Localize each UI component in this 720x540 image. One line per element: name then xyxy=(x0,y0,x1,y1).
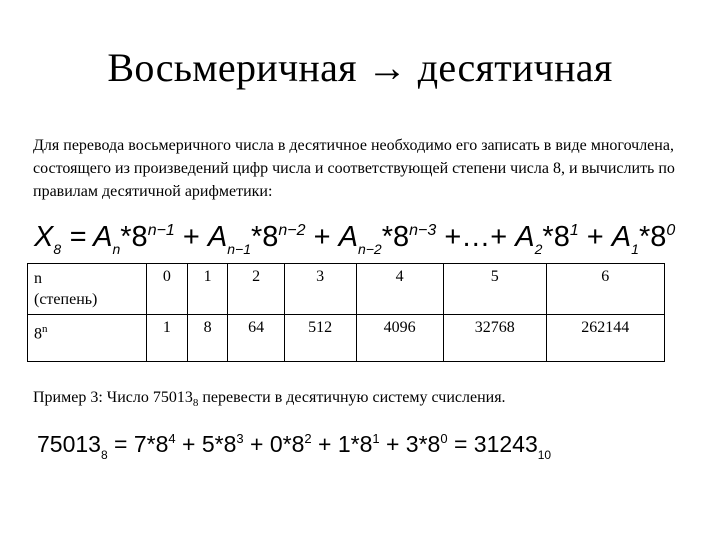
general-formula xyxy=(34,214,675,266)
slide-title: Восьмеричная → десятичная xyxy=(107,45,613,90)
formula-term-mul: *8 xyxy=(638,221,667,253)
example-text xyxy=(33,387,506,414)
formula-lhs-sub: 8 xyxy=(53,241,62,257)
exponent-cell: 4 xyxy=(356,264,443,315)
formula-term-mul: *8 xyxy=(381,221,410,253)
formula-term: A xyxy=(611,221,632,253)
calc-term: = 7*8 xyxy=(107,431,169,457)
calc-number-base: 8 xyxy=(100,448,108,462)
calc-term: + 0*8 xyxy=(243,431,305,457)
row-label-base: 8 xyxy=(34,325,42,343)
exponent-cell: 0 xyxy=(147,264,188,315)
formula-plus: + xyxy=(578,221,612,253)
formula-term-sub: n−1 xyxy=(227,241,251,257)
formula-term-sub: 2 xyxy=(534,241,543,257)
calc-term-exp: 3 xyxy=(236,431,244,446)
calc-term-exp: 1 xyxy=(372,431,380,446)
calc-term-exp: 2 xyxy=(304,431,312,446)
row-label-power xyxy=(28,315,147,362)
formula-plus: + xyxy=(174,221,208,253)
calc-term: + 1*8 xyxy=(311,431,373,457)
value-cell: 1 xyxy=(147,315,188,362)
formula-term-mul: *8 xyxy=(250,221,279,253)
formula-term: A xyxy=(93,221,113,253)
formula-term-sup: 1 xyxy=(569,222,579,239)
example-suffix: перевести в десятичную систему счисления. xyxy=(198,389,506,406)
calc-term-exp: 0 xyxy=(440,431,448,446)
row-label-n-caption: (степень) xyxy=(34,291,98,308)
exponent-cell: 3 xyxy=(284,264,356,315)
formula-eq: = xyxy=(61,221,94,253)
row-label-exponent xyxy=(28,264,147,315)
formula-term-sup: n−2 xyxy=(278,222,306,239)
formula-term-sup: 0 xyxy=(666,222,676,239)
calc-term: + 5*8 xyxy=(175,431,237,457)
formula-term-mul: *8 xyxy=(542,221,570,253)
formula-term-sup: n−1 xyxy=(147,222,175,239)
value-cell: 512 xyxy=(284,315,356,362)
formula-term-sub: 1 xyxy=(631,241,639,257)
calc-term-exp: 4 xyxy=(168,431,176,446)
intro-paragraph: Для перевода восьмеричного числа в десятичное необходимо его записать в виде многочлена, состоящего из произведений цифр числа и соответствующей степени числа 8, и вычислить по правилам десятичной арифметики: xyxy=(33,137,675,200)
formula-ellipsis: +…+ xyxy=(436,221,516,253)
formula-plus: + xyxy=(305,221,339,253)
value-cell: 64 xyxy=(228,315,284,362)
row-label-exp: n xyxy=(42,323,48,335)
table-row-value xyxy=(28,315,665,362)
exponent-cell: 6 xyxy=(546,264,664,315)
formula-term: A xyxy=(207,221,228,253)
formula-term-sub: n xyxy=(112,241,121,257)
formula-term: A xyxy=(338,221,358,253)
formula-term: A xyxy=(515,221,535,253)
exponent-cell: 1 xyxy=(187,264,228,315)
exponent-cell: 5 xyxy=(443,264,546,315)
powers-table xyxy=(27,263,665,362)
table-row-exponent xyxy=(28,264,665,315)
calc-result: = 31243 xyxy=(447,431,538,457)
formula-term-mul: *8 xyxy=(120,221,148,253)
value-cell: 8 xyxy=(187,315,228,362)
row-label-n: n xyxy=(34,270,42,287)
example-calculation xyxy=(37,424,551,470)
example-prefix: Пример 3: Число 75013 xyxy=(33,389,193,406)
calc-term: + 3*8 xyxy=(379,431,441,457)
calc-result-base: 10 xyxy=(537,448,552,462)
value-cell: 262144 xyxy=(546,315,664,362)
value-cell: 32768 xyxy=(443,315,546,362)
formula-lhs: X xyxy=(34,221,54,253)
calc-number: 75013 xyxy=(37,431,101,457)
formula-term-sup: n−3 xyxy=(409,222,437,239)
formula-term-sub: n−2 xyxy=(357,241,382,257)
exponent-cell: 2 xyxy=(228,264,284,315)
example-base: 8 xyxy=(192,397,199,409)
value-cell: 4096 xyxy=(356,315,443,362)
